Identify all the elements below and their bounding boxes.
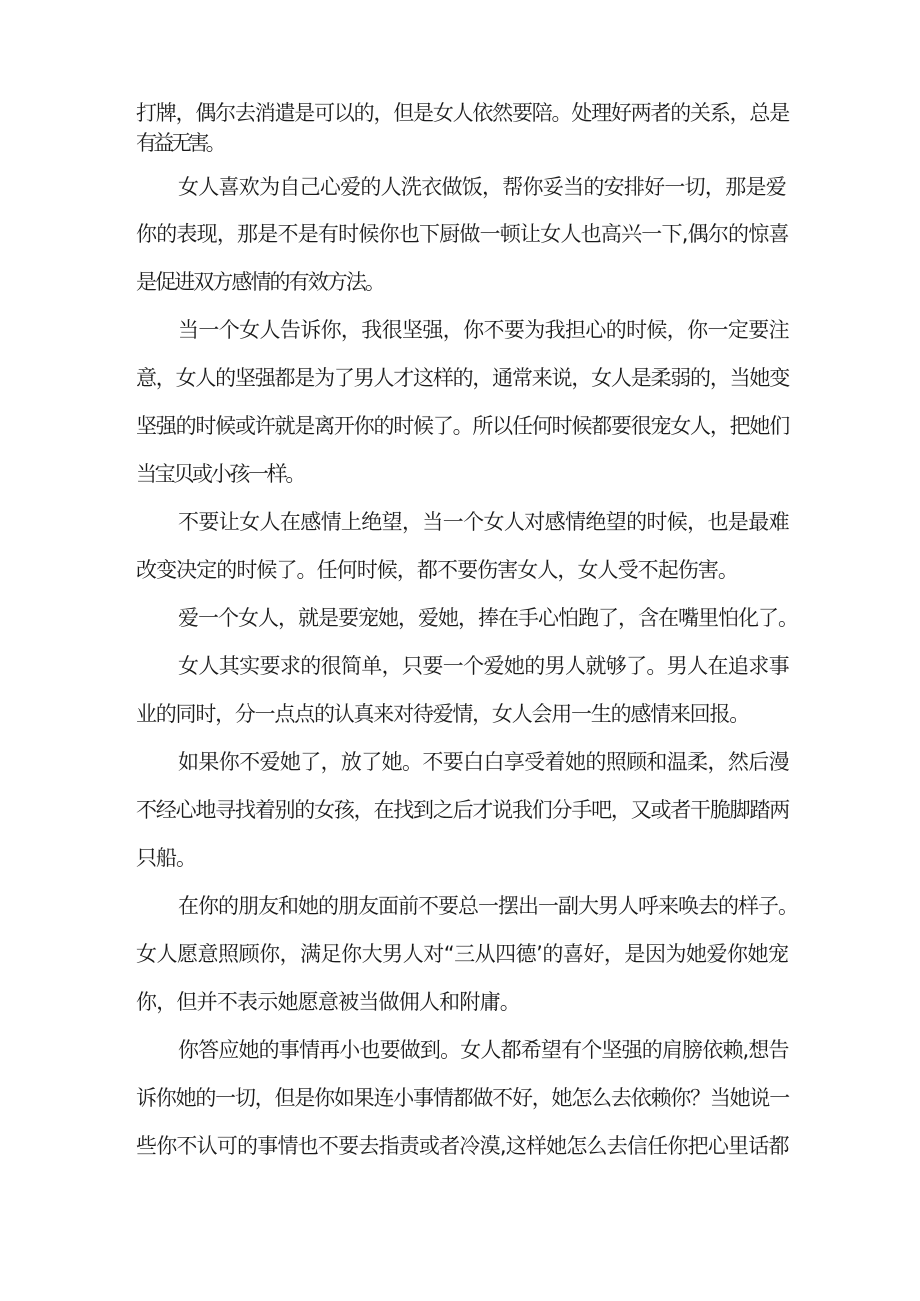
text-line: 如果你不爱她了，放了她。不要白白享受着她的照顾和温柔，然后漫 <box>178 750 789 774</box>
text-line: 当宝贝或小孩一样。 <box>136 462 304 486</box>
text-line: 改变决定的时候了。任何时候，都不要伤害女人，女人受不起伤害。 <box>136 558 738 582</box>
text-line: 打牌，偶尔去消遣是可以的，但是女人依然要陪。处理好两者的关系，总是 <box>136 101 789 125</box>
text-line: 坚强的时候或许就是离开你的时候了。所以任何时候都要很宠女人，把她们 <box>136 414 789 438</box>
text-line: 女人喜欢为自己心爱的人洗衣做饭，帮你妥当的安排好一切，那是爱 <box>178 175 786 199</box>
text-line: 是促进双方感情的有效方法。 <box>136 270 384 294</box>
text-line: 意，女人的坚强都是为了男人才这样的，通常来说，女人是柔弱的，当她变 <box>136 366 789 390</box>
text-line: 你，但并不表示她愿意被当做佣人和附庸。 <box>136 990 520 1014</box>
text-line: 有益无害。 <box>136 131 223 155</box>
text-line: 只船。 <box>136 846 196 870</box>
text-line: 业的同时，分一点点的认真来对待爱情，女人会用一生的感情来回报。 <box>136 702 749 726</box>
text-line: 不要让女人在感情上绝望，当一个女人对感情绝望的时候，也是最难 <box>178 510 789 534</box>
text-line: 女人愿意照顾你，满足你大男人对“三从四德’的喜好，是因为她爱你她宠 <box>136 942 789 966</box>
text-line: 不经心地寻找着别的女孩，在找到之后才说我们分手吧，又或者干脆脚踏两 <box>136 798 789 822</box>
text-line: 在你的朋友和她的朋友面前不要总一摆出一副大男人呼来唤去的样子。 <box>178 894 798 918</box>
text-line: 女人其实要求的很简单，只要一个爱她的男人就够了。男人在追求事 <box>178 654 789 678</box>
text-line: 你的表现，那是不是有时候你也下厨做一顿让女人也高兴一下,偶尔的惊喜 <box>136 222 789 246</box>
text-line: 诉你她的一切，但是你如果连小事情都做不好，她怎么去依赖你？当她说一 <box>136 1086 789 1110</box>
text-line: 些你不认可的事情也不要去指责或者冷漠,这样她怎么去信任你把心里话都 <box>136 1134 789 1158</box>
text-line: 爱一个女人，就是要宠她，爱她，捧在手心怕跑了，含在嘴里怕化了。 <box>178 606 798 630</box>
text-line: 你答应她的事情再小也要做到。女人都希望有个坚强的肩膀依赖,想告 <box>178 1038 789 1062</box>
text-line: 当一个女人告诉你，我很坚强，你不要为我担心的时候，你一定要注 <box>178 318 789 342</box>
